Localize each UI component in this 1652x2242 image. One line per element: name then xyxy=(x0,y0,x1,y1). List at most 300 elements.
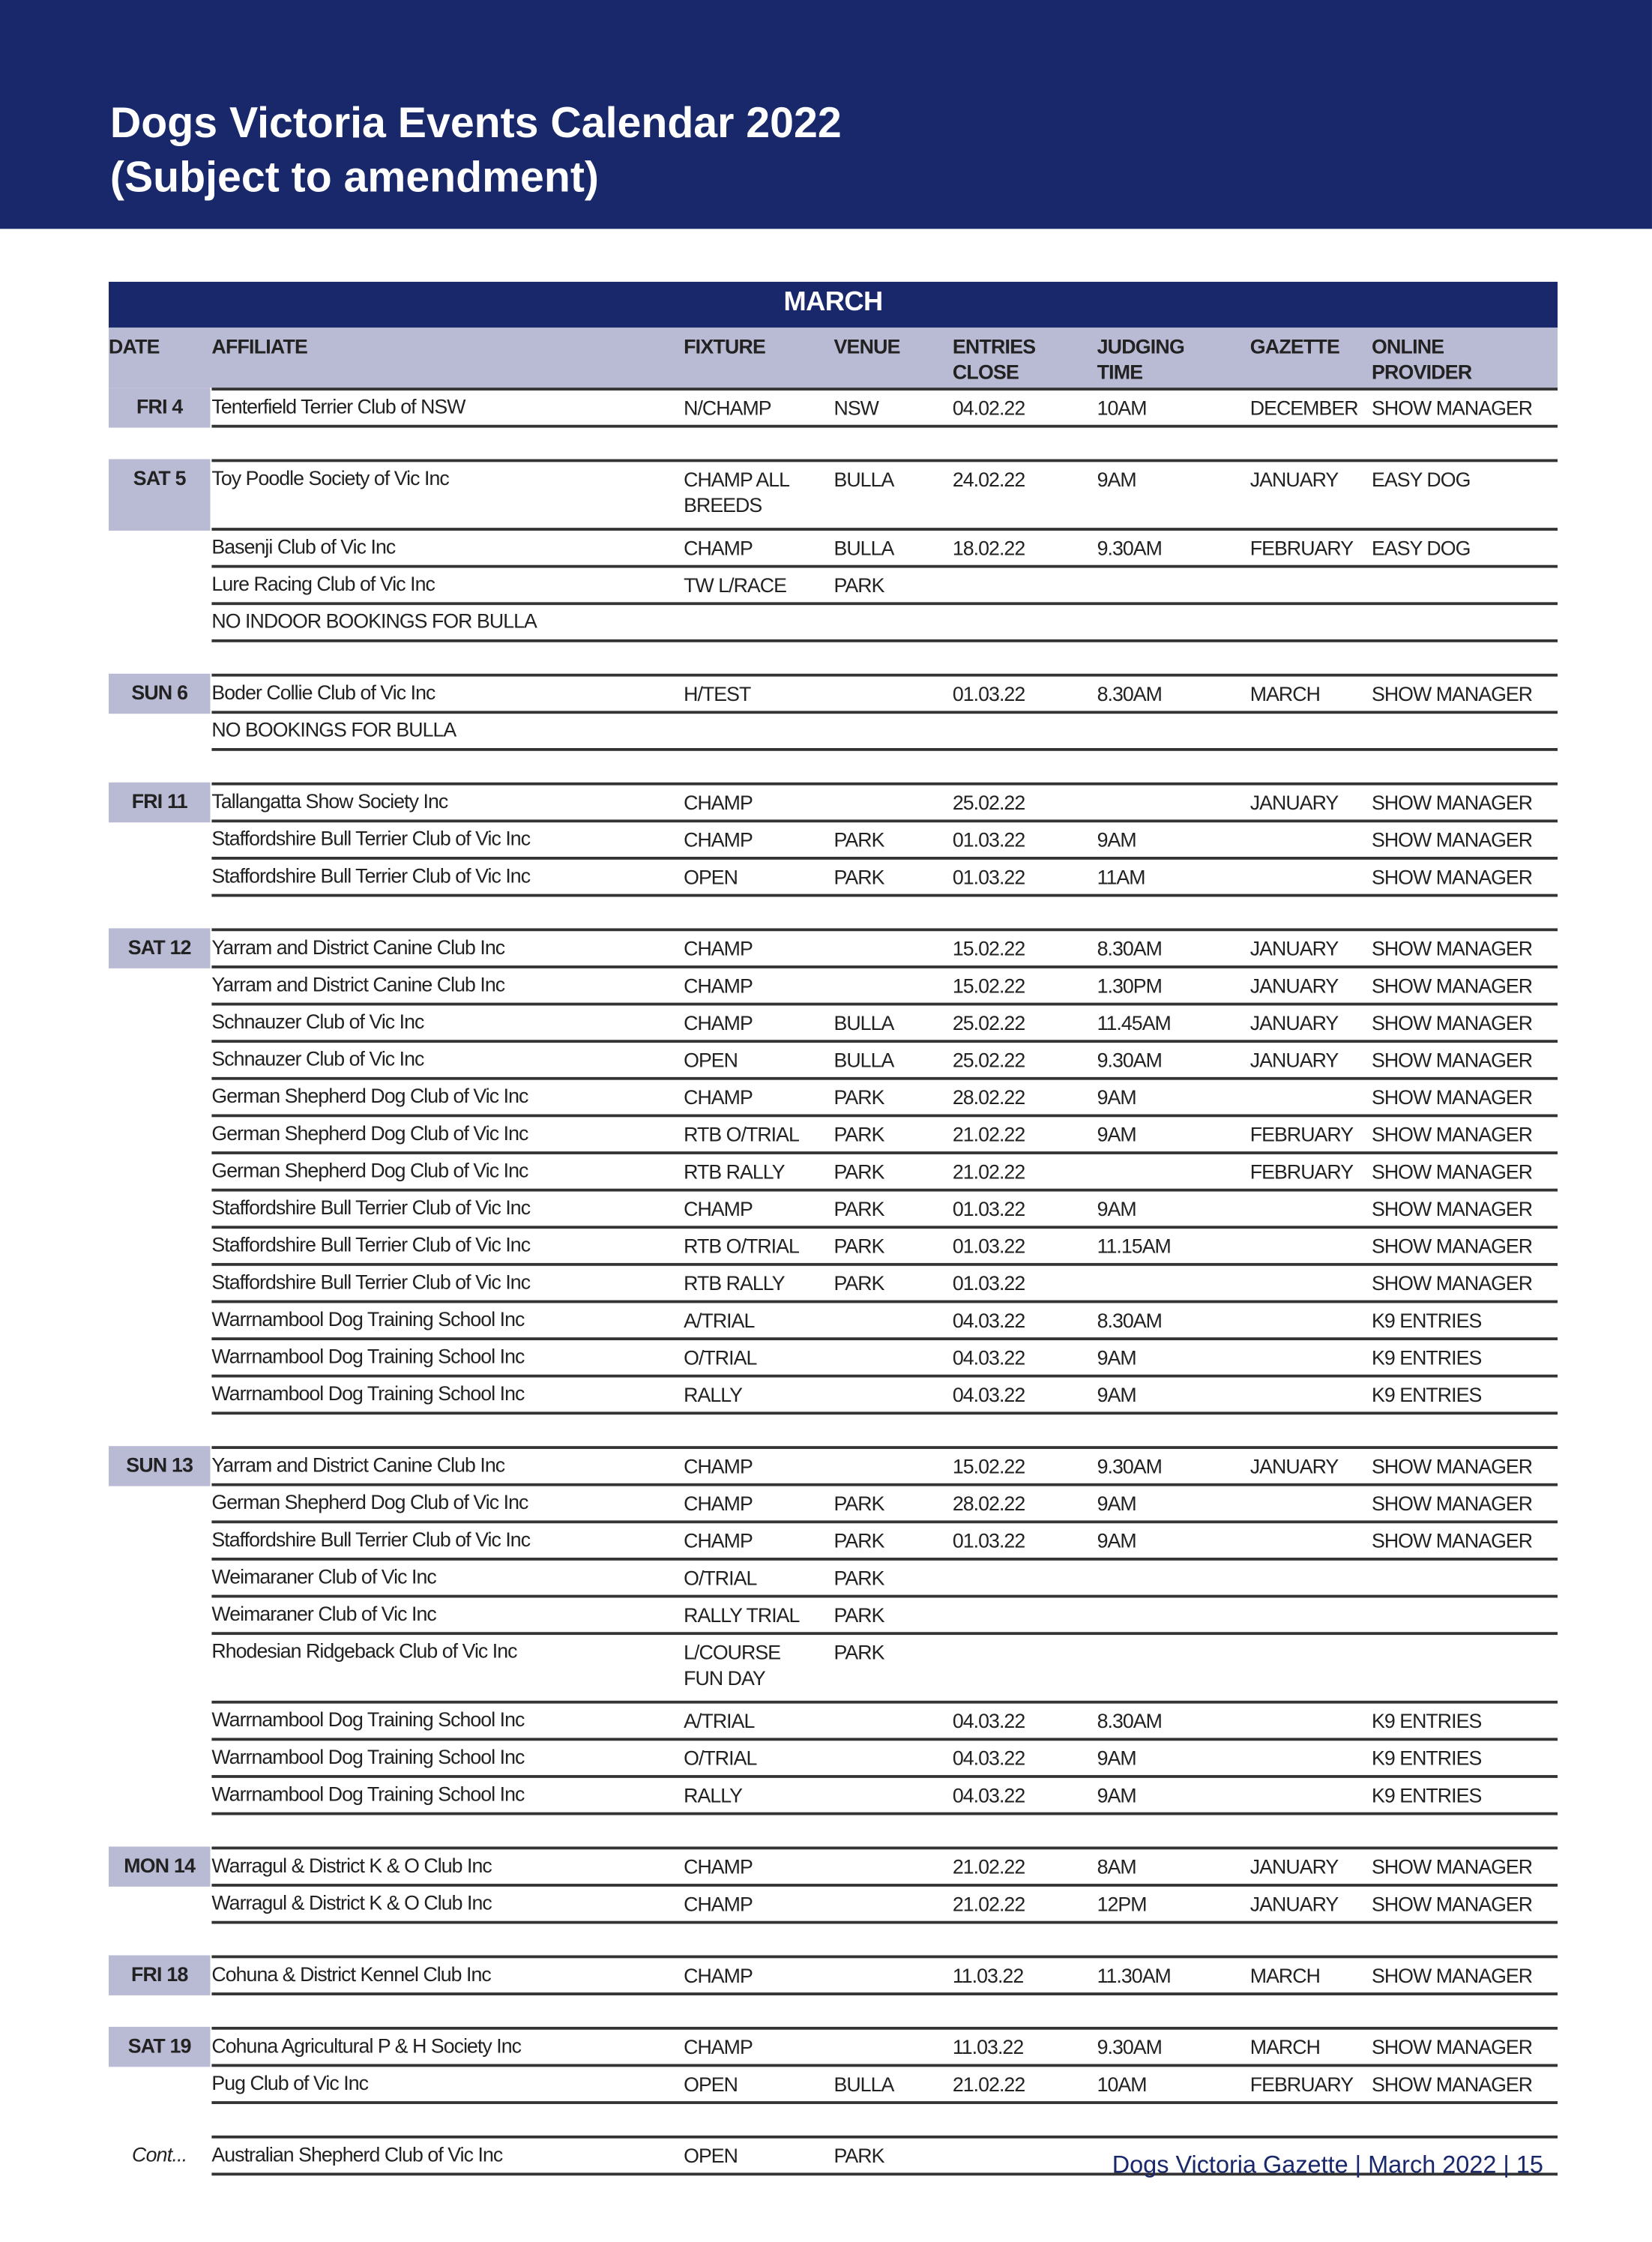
entries-close-cell: 04.02.22 xyxy=(952,396,1025,420)
column-header-judging-time: JUDGING TIME xyxy=(1097,334,1184,384)
entries-close-cell: 04.03.22 xyxy=(952,1709,1025,1732)
row-cells xyxy=(211,1887,1558,1924)
judging-time-cell: 9AM xyxy=(1097,1197,1136,1220)
entries-close-cell: 04.03.22 xyxy=(952,1783,1025,1807)
fixture-cell: CHAMP xyxy=(684,1454,753,1478)
online-provider-cell: K9 ENTRIES xyxy=(1371,1783,1482,1807)
online-provider-cell: EASY DOG xyxy=(1371,536,1471,560)
fixture-cell: O/TRIAL xyxy=(684,1345,757,1369)
online-provider-cell: SHOW MANAGER xyxy=(1371,1963,1533,1987)
date-cell: SAT 5 xyxy=(109,459,210,531)
row-cells xyxy=(211,1704,1558,1741)
fixture-cell: RALLY xyxy=(684,1783,743,1807)
table-row xyxy=(109,822,1558,860)
table-row xyxy=(109,1192,1558,1229)
table-row xyxy=(109,1597,1558,1635)
affiliate-cell: Lure Racing Club of Vic Inc xyxy=(211,572,435,595)
fixture-cell: H/TEST xyxy=(684,682,751,705)
table-row xyxy=(109,1846,1558,1886)
online-provider-cell: K9 ENTRIES xyxy=(1371,1345,1482,1369)
entries-close-cell: 28.02.22 xyxy=(952,1492,1025,1515)
column-header-online-provider: ONLINE PROVIDER xyxy=(1371,334,1472,384)
fixture-cell: N/CHAMP xyxy=(684,396,771,420)
affiliate-cell: Warrnambool Dog Training School Inc xyxy=(211,1344,525,1368)
gazette-cell: JANUARY xyxy=(1249,936,1339,960)
online-provider-cell: K9 ENTRIES xyxy=(1371,1709,1482,1732)
column-header-gazette: GAZETTE xyxy=(1249,334,1340,358)
gazette-cell: JANUARY xyxy=(1249,974,1339,998)
online-provider-cell: SHOW MANAGER xyxy=(1371,1271,1533,1295)
venue-cell: PARK xyxy=(833,1197,884,1220)
table-row xyxy=(109,968,1558,1006)
entries-close-cell: 21.02.22 xyxy=(952,1160,1025,1184)
column-header-venue: VENUE xyxy=(833,334,900,358)
entries-close-cell: 21.02.22 xyxy=(952,2072,1025,2096)
row-cells xyxy=(211,1043,1558,1080)
row-cells xyxy=(211,1486,1558,1524)
judging-time-cell: 1.30PM xyxy=(1097,974,1162,998)
table-row xyxy=(109,1229,1558,1266)
row-cells xyxy=(211,568,1558,606)
entries-close-cell: 04.03.22 xyxy=(952,1746,1025,1770)
entries-close-cell: 15.02.22 xyxy=(952,974,1025,998)
date-cell: MON 14 xyxy=(109,1846,210,1886)
online-provider-cell: SHOW MANAGER xyxy=(1371,1048,1533,1072)
judging-time-cell: 9AM xyxy=(1097,1492,1136,1515)
online-provider-cell: K9 ENTRIES xyxy=(1371,1383,1482,1406)
judging-time-cell: 9AM xyxy=(1097,828,1136,852)
row-cells xyxy=(211,1741,1558,1778)
venue-cell: BULLA xyxy=(833,2072,894,2096)
table-row xyxy=(109,1956,1558,1995)
row-cells xyxy=(211,1378,1558,1415)
table-row xyxy=(109,1154,1558,1192)
entries-close-cell: 24.02.22 xyxy=(952,467,1025,491)
fixture-cell: L/COURSE FUN DAY xyxy=(684,1640,781,1690)
venue-cell: PARK xyxy=(833,2144,884,2167)
venue-cell: PARK xyxy=(833,1160,884,1184)
table-row xyxy=(109,2067,1558,2104)
online-provider-cell: SHOW MANAGER xyxy=(1371,1454,1533,1478)
gazette-cell: FEBRUARY xyxy=(1249,1160,1354,1184)
row-cells xyxy=(211,1192,1558,1229)
fixture-cell: O/TRIAL xyxy=(684,1566,757,1590)
venue-cell: PARK xyxy=(833,1566,884,1590)
affiliate-cell: German Shepherd Dog Club of Vic Inc xyxy=(211,1158,528,1182)
affiliate-cell: Rhodesian Ridgeback Club of Vic Inc xyxy=(211,1639,517,1663)
gazette-cell: MARCH xyxy=(1249,2035,1320,2058)
table-row xyxy=(109,459,1558,531)
entries-close-cell: 15.02.22 xyxy=(952,1454,1025,1478)
affiliate-cell: Staffordshire Bull Terrier Club of Vic Inc xyxy=(211,864,531,888)
fixture-cell: CHAMP xyxy=(684,1492,753,1515)
table-row xyxy=(109,531,1558,568)
affiliate-cell: Weimaraner Club of Vic Inc xyxy=(211,1602,436,1625)
venue-cell: PARK xyxy=(833,865,884,888)
entries-close-cell: 01.03.22 xyxy=(952,682,1025,705)
entries-close-cell: 21.02.22 xyxy=(952,1122,1025,1146)
table-row xyxy=(109,1340,1558,1378)
fixture-cell: CHAMP xyxy=(684,536,753,560)
table-row xyxy=(109,1266,1558,1304)
online-provider-cell: K9 ENTRIES xyxy=(1371,1309,1482,1332)
entries-close-cell: 04.03.22 xyxy=(952,1345,1025,1369)
table-row xyxy=(109,1635,1558,1704)
gazette-cell: JANUARY xyxy=(1249,1011,1339,1034)
row-cells xyxy=(211,1523,1558,1561)
row-cells xyxy=(211,674,1558,714)
row-cells xyxy=(211,1561,1558,1598)
table-row xyxy=(109,1778,1558,1815)
affiliate-cell: Boder Collie Club of Vic Inc xyxy=(211,681,435,704)
online-provider-cell: SHOW MANAGER xyxy=(1371,1160,1533,1184)
venue-cell: BULLA xyxy=(833,1048,894,1072)
affiliate-cell: Australian Shepherd Club of Vic Inc xyxy=(211,2142,503,2166)
fixture-cell: CHAMP xyxy=(684,974,753,998)
date-cell: Cont... xyxy=(132,2142,187,2166)
table-row xyxy=(109,1741,1558,1778)
fixture-cell: RALLY TRIAL xyxy=(684,1603,800,1627)
row-cells xyxy=(211,1846,1558,1886)
judging-time-cell: 9AM xyxy=(1097,467,1136,491)
row-cells xyxy=(211,1635,1558,1704)
affiliate-cell: NO BOOKINGS FOR BULLA xyxy=(211,717,456,741)
affiliate-cell: Staffordshire Bull Terrier Club of Vic Inc xyxy=(211,1196,531,1219)
entries-close-cell: 28.02.22 xyxy=(952,1085,1025,1109)
page-footer: Dogs Victoria Gazette | March 2022 | 15 xyxy=(1112,2151,1543,2179)
date-cell: FRI 4 xyxy=(109,388,210,427)
row-cells xyxy=(211,968,1558,1006)
gazette-cell: FEBRUARY xyxy=(1249,536,1354,560)
fixture-cell: CHAMP xyxy=(684,1892,753,1916)
gazette-cell: MARCH xyxy=(1249,1963,1320,1987)
affiliate-cell: Tenterfield Terrier Club of NSW xyxy=(211,394,465,418)
online-provider-cell: SHOW MANAGER xyxy=(1371,1122,1533,1146)
affiliate-cell: Warrnambool Dog Training School Inc xyxy=(211,1745,525,1768)
table-row xyxy=(109,1446,1558,1486)
judging-time-cell: 8.30AM xyxy=(1097,936,1162,960)
judging-time-cell: 11.30AM xyxy=(1097,1963,1171,1987)
venue-cell: PARK xyxy=(833,573,884,597)
row-cells xyxy=(211,822,1558,860)
online-provider-cell: SHOW MANAGER xyxy=(1371,936,1533,960)
table-row xyxy=(109,1005,1558,1043)
judging-time-cell: 8.30AM xyxy=(1097,1309,1162,1332)
row-cells xyxy=(211,1597,1558,1635)
judging-time-cell: 9AM xyxy=(1097,1528,1136,1552)
row-cells xyxy=(211,1080,1558,1118)
row-cells xyxy=(211,714,1558,751)
online-provider-cell: SHOW MANAGER xyxy=(1371,1892,1533,1916)
affiliate-cell: Warragul & District K & O Club Inc xyxy=(211,1890,492,1914)
fixture-cell: CHAMP xyxy=(684,936,753,960)
affiliate-cell: Cohuna & District Kennel Club Inc xyxy=(211,1962,491,1986)
venue-cell: PARK xyxy=(833,1603,884,1627)
venue-cell: NSW xyxy=(833,396,878,420)
table-body xyxy=(109,388,1558,2175)
entries-close-cell: 04.03.22 xyxy=(952,1309,1025,1332)
affiliate-cell: Schnauzer Club of Vic Inc xyxy=(211,1010,424,1033)
entries-close-cell: 21.02.22 xyxy=(952,1892,1025,1916)
gazette-cell: MARCH xyxy=(1249,682,1320,705)
judging-time-cell: 8.30AM xyxy=(1097,682,1162,705)
fixture-cell: CHAMP xyxy=(684,2035,753,2058)
page-title xyxy=(110,97,842,206)
table-row xyxy=(109,1378,1558,1415)
affiliate-cell: Yarram and District Canine Club Inc xyxy=(211,1453,505,1477)
venue-cell: PARK xyxy=(833,1271,884,1295)
judging-time-cell: 8AM xyxy=(1097,1854,1136,1878)
fixture-cell: CHAMP xyxy=(684,1963,753,1987)
fixture-cell: O/TRIAL xyxy=(684,1746,757,1770)
fixture-cell: OPEN xyxy=(684,2144,738,2167)
fixture-cell: RALLY xyxy=(684,1383,743,1406)
table-row xyxy=(109,1561,1558,1598)
entries-close-cell: 01.03.22 xyxy=(952,828,1025,852)
fixture-cell: CHAMP xyxy=(684,1854,753,1878)
column-headers xyxy=(109,328,1558,388)
affiliate-cell: Warrnambool Dog Training School Inc xyxy=(211,1708,525,1731)
fixture-cell: CHAMP xyxy=(684,1197,753,1220)
online-provider-cell: SHOW MANAGER xyxy=(1371,396,1533,420)
table-row xyxy=(109,1117,1558,1154)
online-provider-cell: SHOW MANAGER xyxy=(1371,791,1533,814)
row-cells xyxy=(211,860,1558,897)
online-provider-cell: SHOW MANAGER xyxy=(1371,1528,1533,1552)
online-provider-cell: EASY DOG xyxy=(1371,467,1471,491)
judging-time-cell: 11AM xyxy=(1097,865,1145,888)
online-provider-cell: SHOW MANAGER xyxy=(1371,1011,1533,1034)
table-row xyxy=(109,605,1558,642)
affiliate-cell: Toy Poodle Society of Vic Inc xyxy=(211,466,449,489)
judging-time-cell: 11.15AM xyxy=(1097,1234,1171,1258)
affiliate-cell: Staffordshire Bull Terrier Club of Vic Inc xyxy=(211,826,531,850)
entries-close-cell: 25.02.22 xyxy=(952,791,1025,814)
row-cells xyxy=(211,1266,1558,1304)
gazette-cell: JANUARY xyxy=(1249,1454,1339,1478)
online-provider-cell: SHOW MANAGER xyxy=(1371,974,1533,998)
entries-close-cell: 11.03.22 xyxy=(952,1963,1024,1987)
fixture-cell: A/TRIAL xyxy=(684,1309,755,1332)
row-cells xyxy=(211,531,1558,568)
judging-time-cell: 9AM xyxy=(1097,1383,1136,1406)
judging-time-cell: 9AM xyxy=(1097,1122,1136,1146)
venue-cell: PARK xyxy=(833,828,884,852)
judging-time-cell: 9.30AM xyxy=(1097,536,1162,560)
entries-close-cell: 01.03.22 xyxy=(952,865,1025,888)
online-provider-cell: SHOW MANAGER xyxy=(1371,1854,1533,1878)
affiliate-cell: Staffordshire Bull Terrier Club of Vic Inc xyxy=(211,1270,531,1294)
gazette-cell: JANUARY xyxy=(1249,1048,1339,1072)
affiliate-cell: Warrnambool Dog Training School Inc xyxy=(211,1307,525,1331)
gazette-cell: FEBRUARY xyxy=(1249,2072,1354,2096)
judging-time-cell: 9AM xyxy=(1097,1085,1136,1109)
row-cells xyxy=(211,1340,1558,1378)
affiliate-cell: Cohuna Agricultural P & H Society Inc xyxy=(211,2034,522,2057)
row-cells xyxy=(211,459,1558,531)
affiliate-cell: Yarram and District Canine Club Inc xyxy=(211,972,505,996)
row-cells xyxy=(211,1229,1558,1266)
affiliate-cell: Pug Club of Vic Inc xyxy=(211,2071,369,2094)
affiliate-cell: Weimaraner Club of Vic Inc xyxy=(211,1564,436,1588)
row-cells xyxy=(211,1446,1558,1486)
online-provider-cell: SHOW MANAGER xyxy=(1371,2072,1533,2096)
table-row xyxy=(109,388,1558,427)
table-row xyxy=(109,1523,1558,1561)
affiliate-cell: Tallangatta Show Society Inc xyxy=(211,789,448,813)
judging-time-cell: 10AM xyxy=(1097,2072,1147,2096)
table-row xyxy=(109,1080,1558,1118)
entries-close-cell: 21.02.22 xyxy=(952,1854,1025,1878)
venue-cell: BULLA xyxy=(833,1011,894,1034)
table-row xyxy=(109,1486,1558,1524)
affiliate-cell: Yarram and District Canine Club Inc xyxy=(211,935,505,959)
judging-time-cell: 8.30AM xyxy=(1097,1709,1162,1732)
affiliate-cell: German Shepherd Dog Club of Vic Inc xyxy=(211,1084,528,1107)
venue-cell: PARK xyxy=(833,1122,884,1146)
judging-time-cell: 11.45AM xyxy=(1097,1011,1171,1034)
row-cells xyxy=(211,1778,1558,1815)
entries-close-cell: 04.03.22 xyxy=(952,1383,1025,1406)
column-header-fixture: FIXTURE xyxy=(684,334,766,358)
column-header-date: DATE xyxy=(109,334,160,358)
fixture-cell: RTB O/TRIAL xyxy=(684,1234,799,1258)
judging-time-cell: 9AM xyxy=(1097,1783,1136,1807)
row-cells xyxy=(211,928,1558,968)
date-cell: FRI 18 xyxy=(109,1956,210,1995)
affiliate-cell: NO INDOOR BOOKINGS FOR BULLA xyxy=(211,609,537,633)
table-row xyxy=(109,860,1558,897)
row-cells xyxy=(211,1117,1558,1154)
venue-cell: PARK xyxy=(833,1528,884,1552)
title-line-2: (Subject to amendment) xyxy=(109,154,599,202)
table-row xyxy=(109,674,1558,714)
gazette-cell: DECEMBER xyxy=(1249,396,1358,420)
fixture-cell: RTB O/TRIAL xyxy=(684,1122,799,1146)
row-cells xyxy=(211,1956,1558,1995)
entries-close-cell: 01.03.22 xyxy=(952,1528,1025,1552)
table-row xyxy=(109,1043,1558,1080)
venue-cell: BULLA xyxy=(833,536,894,560)
online-provider-cell: SHOW MANAGER xyxy=(1371,2035,1533,2058)
title-banner xyxy=(0,0,1652,229)
fixture-cell: TW L/RACE xyxy=(684,573,787,597)
gazette-cell: FEBRUARY xyxy=(1249,1122,1354,1146)
entries-close-cell: 25.02.22 xyxy=(952,1011,1025,1034)
judging-time-cell: 12PM xyxy=(1097,1892,1147,1916)
gazette-cell: JANUARY xyxy=(1249,1892,1339,1916)
entries-close-cell: 01.03.22 xyxy=(952,1271,1025,1295)
row-cells xyxy=(211,605,1558,642)
affiliate-cell: Basenji Club of Vic Inc xyxy=(211,534,396,558)
affiliate-cell: Warrnambool Dog Training School Inc xyxy=(211,1782,525,1806)
fixture-cell: OPEN xyxy=(684,2072,738,2096)
column-header-entries-close: ENTRIES CLOSE xyxy=(952,334,1036,384)
row-cells xyxy=(211,1303,1558,1340)
events-table xyxy=(109,282,1558,2175)
table-row xyxy=(109,2027,1558,2067)
fixture-cell: OPEN xyxy=(684,1048,738,1072)
date-cell: SUN 13 xyxy=(109,1446,210,1486)
row-cells xyxy=(211,388,1558,427)
gazette-cell: JANUARY xyxy=(1249,1854,1339,1878)
entries-close-cell: 01.03.22 xyxy=(952,1197,1025,1220)
fixture-cell: CHAMP xyxy=(684,791,753,814)
venue-cell: PARK xyxy=(833,1492,884,1515)
venue-cell: BULLA xyxy=(833,467,894,491)
entries-close-cell: 15.02.22 xyxy=(952,936,1025,960)
fixture-cell: CHAMP xyxy=(684,1085,753,1109)
title-line-1: Dogs Victoria Events Calendar 2022 xyxy=(109,100,842,148)
row-cells xyxy=(211,1005,1558,1043)
online-provider-cell: SHOW MANAGER xyxy=(1371,682,1533,705)
affiliate-cell: German Shepherd Dog Club of Vic Inc xyxy=(211,1490,528,1513)
table-row xyxy=(109,928,1558,968)
entries-close-cell: 01.03.22 xyxy=(952,1234,1025,1258)
gazette-cell: JANUARY xyxy=(1249,467,1339,491)
entries-close-cell: 25.02.22 xyxy=(952,1048,1025,1072)
row-cells xyxy=(211,2067,1558,2104)
affiliate-cell: Staffordshire Bull Terrier Club of Vic Inc xyxy=(211,1527,531,1551)
table-row xyxy=(109,568,1558,606)
month-heading: MARCH xyxy=(109,282,1558,328)
fixture-cell: CHAMP ALL BREEDS xyxy=(684,467,789,516)
fixture-cell: CHAMP xyxy=(684,1528,753,1552)
venue-cell: PARK xyxy=(833,1640,884,1664)
fixture-cell: RTB RALLY xyxy=(684,1160,785,1184)
table-row xyxy=(109,1303,1558,1340)
online-provider-cell: SHOW MANAGER xyxy=(1371,1492,1533,1515)
venue-cell: PARK xyxy=(833,1234,884,1258)
judging-time-cell: 10AM xyxy=(1097,396,1147,420)
online-provider-cell: SHOW MANAGER xyxy=(1371,1197,1533,1220)
judging-time-cell: 9.30AM xyxy=(1097,2035,1162,2058)
affiliate-cell: Warrnambool Dog Training School Inc xyxy=(211,1381,525,1405)
online-provider-cell: SHOW MANAGER xyxy=(1371,1085,1533,1109)
judging-time-cell: 9.30AM xyxy=(1097,1048,1162,1072)
fixture-cell: A/TRIAL xyxy=(684,1709,755,1732)
online-provider-cell: SHOW MANAGER xyxy=(1371,1234,1533,1258)
online-provider-cell: SHOW MANAGER xyxy=(1371,828,1533,852)
fixture-cell: RTB RALLY xyxy=(684,1271,785,1295)
table-row xyxy=(109,1887,1558,1924)
table-row xyxy=(109,714,1558,751)
gazette-cell: JANUARY xyxy=(1249,791,1339,814)
online-provider-cell: K9 ENTRIES xyxy=(1371,1746,1482,1770)
affiliate-cell: Staffordshire Bull Terrier Club of Vic Inc xyxy=(211,1232,531,1256)
row-cells xyxy=(211,2027,1558,2067)
fixture-cell: CHAMP xyxy=(684,1011,753,1034)
venue-cell: PARK xyxy=(833,1085,884,1109)
table-row xyxy=(109,1704,1558,1741)
judging-time-cell: 9AM xyxy=(1097,1746,1136,1770)
date-cell: SAT 19 xyxy=(109,2027,210,2067)
table-row xyxy=(109,783,1558,822)
column-header-affiliate: AFFILIATE xyxy=(211,334,308,358)
online-provider-cell: SHOW MANAGER xyxy=(1371,865,1533,888)
date-cell: SUN 6 xyxy=(109,674,210,714)
affiliate-cell: Warragul & District K & O Club Inc xyxy=(211,1854,492,1877)
date-cell: SAT 12 xyxy=(109,928,210,968)
entries-close-cell: 11.03.22 xyxy=(952,2035,1024,2058)
judging-time-cell: 9AM xyxy=(1097,1345,1136,1369)
judging-time-cell: 9.30AM xyxy=(1097,1454,1162,1478)
entries-close-cell: 18.02.22 xyxy=(952,536,1025,560)
fixture-cell: OPEN xyxy=(684,865,738,888)
fixture-cell: CHAMP xyxy=(684,828,753,852)
row-cells xyxy=(211,783,1558,822)
affiliate-cell: German Shepherd Dog Club of Vic Inc xyxy=(211,1121,528,1145)
